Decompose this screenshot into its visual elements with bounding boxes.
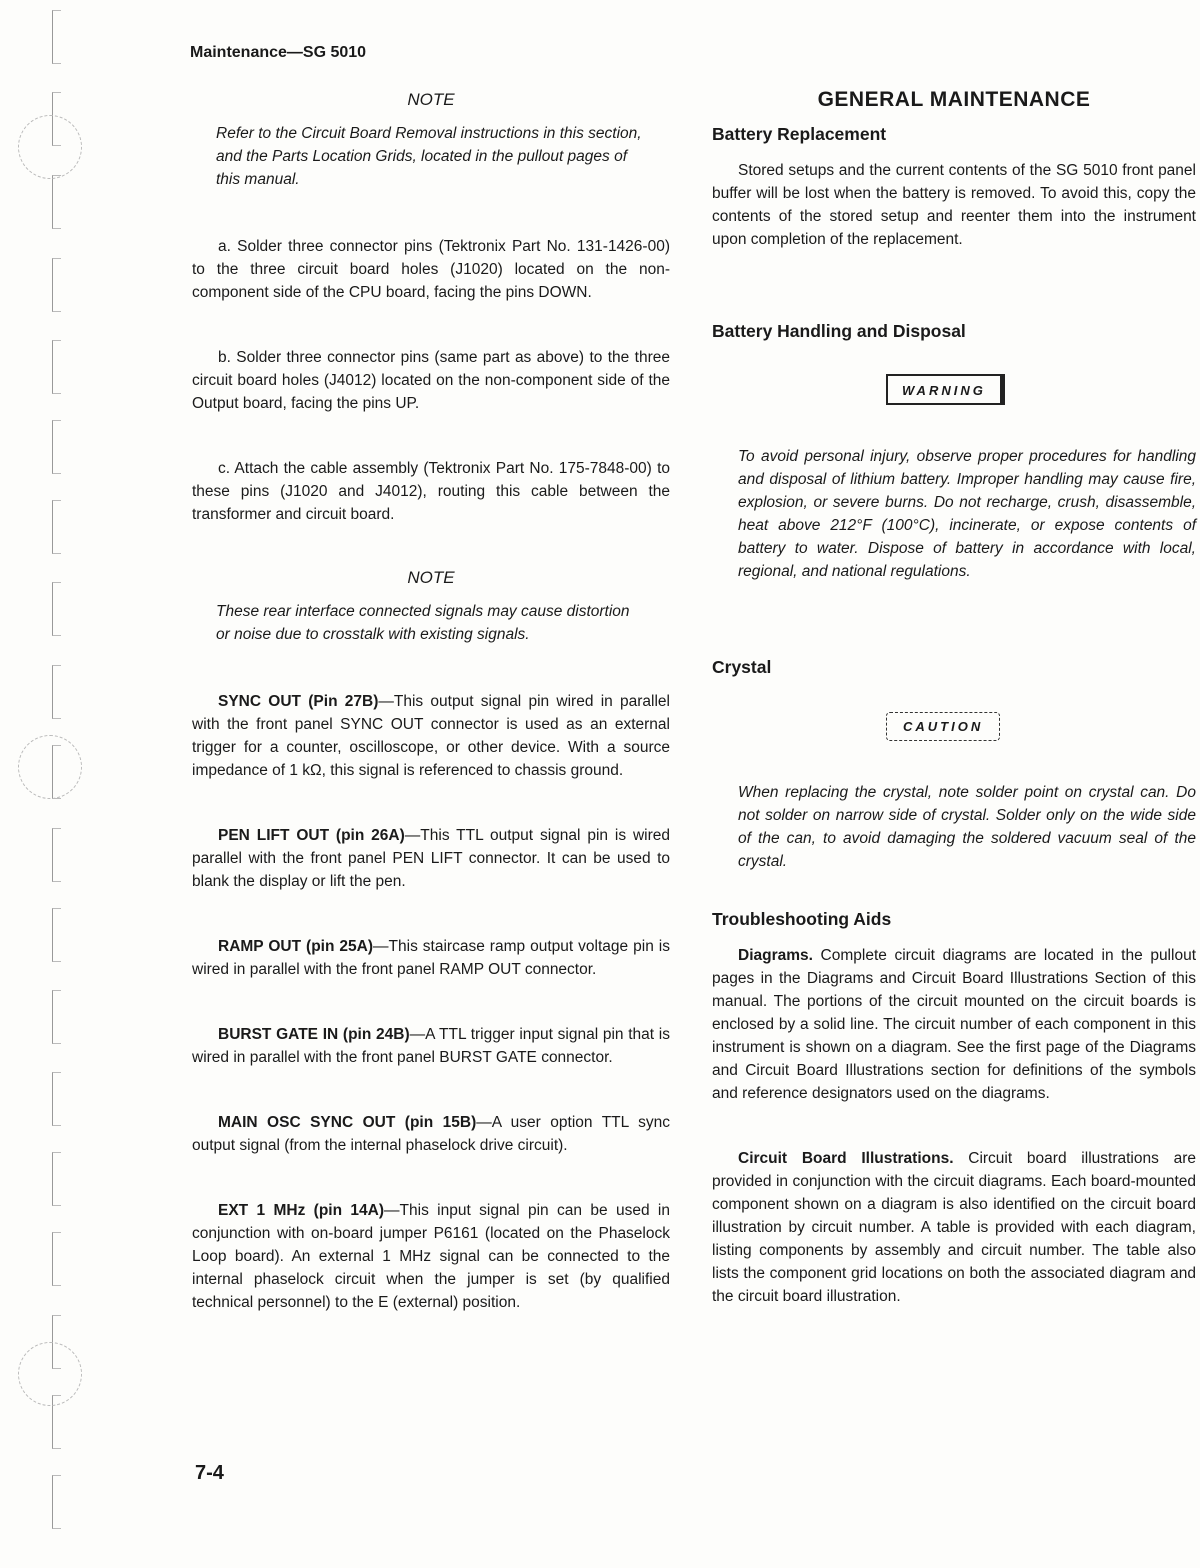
battery-replacement-text: Stored setups and the current contents of the SG 5010 front panel buffer will be lost when the battery is removed. To avoid this, copy the contents of the stored setup and reenter them into the instrument upon completion of the replacement.: [712, 162, 1196, 248]
diagrams-lead: Diagrams.: [738, 947, 813, 964]
pen-lift-para: [192, 824, 670, 893]
note-text-2: These rear interface connected signals may cause distortion or noise due to crosstalk with existing signals.: [216, 603, 630, 643]
burst-gate-lead: BURST GATE IN (pin 24B): [218, 1026, 410, 1043]
note-title-2: NOTE: [407, 568, 455, 587]
ramp-out-lead: RAMP OUT (pin 25A): [218, 938, 374, 955]
sync-out-text: —This output signal pin wired in parallel with the front panel SYNC OUT connector is used as an external trigger for a counter, oscilloscope, or other device. With a source impedance of 1 kΩ, this signal is referenced to chassis ground.: [192, 693, 670, 779]
caution-text: When replacing the crystal, note solder point on crystal can. Do not solder on narrow side of crystal. Solder only on the wide side of the can, to avoid damaging the soldered vacuum seal of the crystal.: [738, 784, 1196, 870]
warning-text: To avoid personal injury, observe proper procedures for handling and disposal of lithium battery. Improper handling may cause fire, explosion, or severe burns. Do not recharge, crush, disassemble, heat above 212°F (100°C), incinerate, or expose contents of battery to water. Dispose of battery in accordance with local, regional, and national regulations.: [738, 448, 1196, 580]
diagrams-text: Complete circuit diagrams are located in the pullout pages in the Diagrams and Circuit Board Illustrations Section of this manual. The portions of the circuit mounted on the circuit boards is enclosed by a solid line. The circuit number of each component in this instrument is shown on a diagram. See the first page of the Diagrams and Circuit Board Illustrations section for definitions of the symbols and reference designators used on the diagrams.: [712, 947, 1196, 1102]
right-column: [712, 88, 1196, 1308]
diagrams-para: [712, 944, 1196, 1105]
caution-label: CAUTION: [886, 712, 1000, 741]
battery-replacement-heading: Battery Replacement: [712, 124, 887, 144]
ext-1mhz-para: [192, 1199, 670, 1314]
note-title: NOTE: [407, 90, 455, 109]
troubleshooting-heading: Troubleshooting Aids: [712, 909, 892, 929]
sync-out-lead: SYNC OUT (Pin 27B): [218, 693, 379, 710]
cbi-lead: Circuit Board Illustrations.: [738, 1150, 954, 1167]
cbi-para: [712, 1147, 1196, 1308]
ramp-out-para: [192, 935, 670, 981]
pen-lift-text: —This TTL output signal pin is wired parallel with the front panel PEN LIFT connector. It can be used to blank the display or lift the pen.: [192, 827, 670, 890]
ext-1mhz-text: —This input signal pin can be used in conjunction with on-board jumper P6161 (located on the Phaselock Loop board). An external 1 MHz signal can be connected to the internal phaselock circuit when the jumper is set (by qualified technical personnel) to the E (external) position.: [192, 1202, 670, 1311]
pen-lift-lead: PEN LIFT OUT (pin 26A): [218, 827, 405, 844]
section-title: GENERAL MAINTENANCE: [817, 88, 1091, 111]
step-c: c. Attach the cable assembly (Tektronix Part No. 175-7848-00) to these pins (J1020 and J4012), routing this cable between the transformer and circuit board.: [192, 460, 670, 523]
main-osc-lead: MAIN OSC SYNC OUT (pin 15B): [218, 1114, 477, 1131]
page-header: Maintenance—SG 5010: [190, 44, 367, 61]
crystal-heading: Crystal: [712, 657, 772, 677]
step-b: b. Solder three connector pins (same part as above) to the three circuit board holes (J4012) located on the non-component side of the Output board, facing the pins UP.: [192, 349, 670, 412]
battery-handling-heading: Battery Handling and Disposal: [712, 321, 966, 341]
page-number: 7-4: [195, 1462, 224, 1484]
warning-label: WARNING: [886, 374, 1002, 405]
burst-gate-para: [192, 1023, 670, 1069]
left-column: [192, 90, 670, 1314]
binder-margin: [40, 0, 70, 1568]
main-osc-text: —A user option TTL sync output signal (from the internal phaselock drive circuit).: [192, 1114, 670, 1154]
cbi-text: Circuit board illustrations are provided in conjunction with the circuit diagrams. Each board-mounted component shown on a diagram is also identified on the circuit board illustration by circuit number. A table is provided with each diagram, listing components by assembly and circuit number. The table also lists the component grid locations on both the associated diagram and the circuit board illustration.: [712, 1150, 1196, 1305]
burst-gate-text: —A TTL trigger input signal pin that is wired in parallel with the front panel BURST GATE connector.: [192, 1026, 670, 1066]
step-a: a. Solder three connector pins (Tektronix Part No. 131-1426-00) to the three circuit board holes (J1020) located on the non-component side of the CPU board, facing the pins DOWN.: [192, 238, 670, 301]
caution-label-wrap: [886, 712, 1196, 741]
note-text: Refer to the Circuit Board Removal instructions in this section, and the Parts Location Grids, located in the pullout pages of this manual.: [216, 125, 642, 188]
ext-1mhz-lead: EXT 1 MHz (pin 14A): [218, 1202, 385, 1219]
ramp-out-text: —This staircase ramp output voltage pin is wired in parallel with the front panel RAMP OUT connector.: [192, 938, 670, 978]
main-osc-para: [192, 1111, 670, 1157]
warning-label-wrap: [886, 374, 1196, 405]
sync-out-para: [192, 690, 670, 782]
